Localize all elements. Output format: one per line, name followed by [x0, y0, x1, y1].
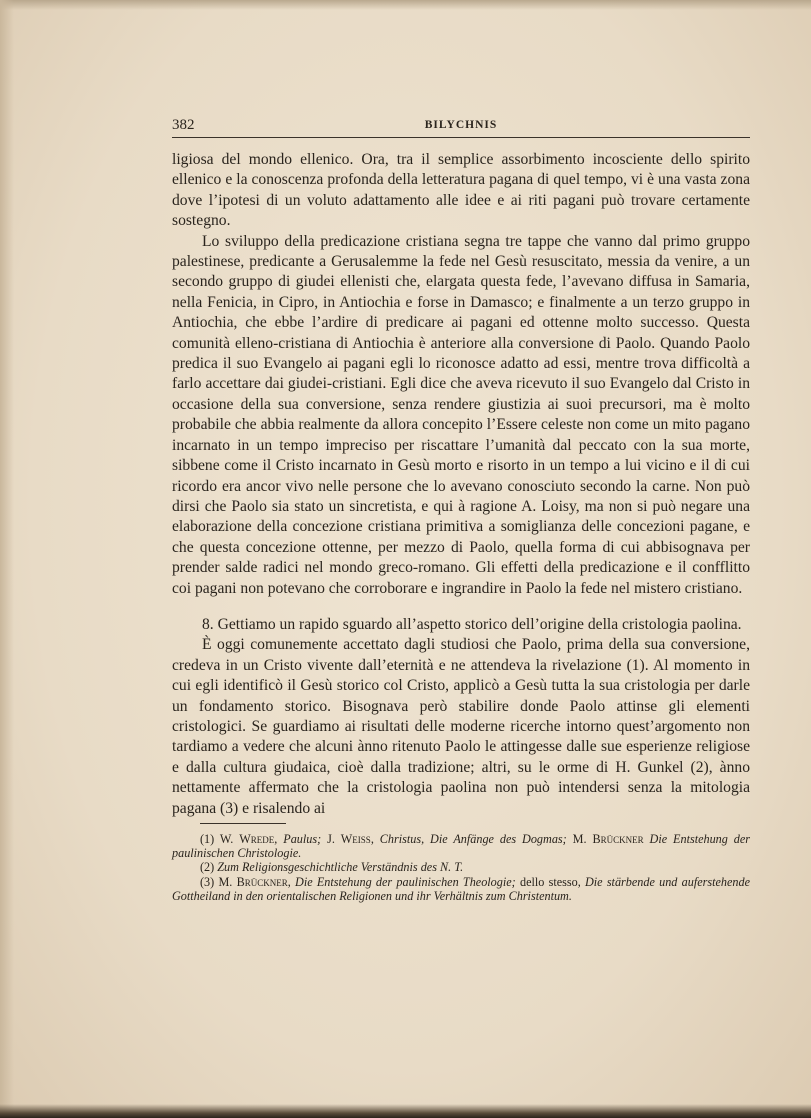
footnote-text-segment: Weiss	[340, 832, 371, 846]
page-bottom-shadow	[0, 1104, 811, 1118]
footnote-text-segment: J.	[321, 832, 341, 846]
footnote-text-segment: Die Entstehung der paulinischen Theologie;	[295, 874, 516, 889]
footnote-text-segment: dello stesso,	[515, 874, 585, 889]
footnote-text-segment: Brückner	[592, 832, 644, 846]
footnote-text-segment: Die stärbende und auferstehende Gottheiland in den orientalischen Religionen und ihr Verhältnis zum Christentum.	[172, 874, 750, 903]
footnote-text-segment: Paulus;	[283, 832, 322, 846]
footnote	[172, 832, 750, 860]
page-top-shadow	[0, 0, 811, 10]
footnotes	[172, 832, 750, 903]
footnote-text-segment: Wrede	[239, 832, 275, 846]
footnote-mark: (2)	[200, 860, 215, 875]
footnote-text-segment: Christus, Die Anfänge des Dogmas;	[379, 832, 567, 846]
footnote-mark: (3)	[200, 874, 215, 889]
paragraph: È oggi comunemente accettato dagli studiosi che Paolo, prima della sua conversione, credeva in un Cristo vivente dall’eternità e ne attendeva la rivelazione (1). Al momento in cui egli identificò il Gesù storico col Cristo, applicò a Gesù tutta la sua cristologia per darle un fondamento storico. Bisognava però stabilire donde Paolo attinse gli elementi cristologici. Se guardiamo ai risultati delle moderne ricerche intorno quest’argomento non tardiamo a vedere che alcuni ànno ritenuto Paolo le attingesse dalle sue esperienze religiose e dalla cultura giudaica, cioè dalla tradizione; altri, su le orme di H. Gunkel (2), ànno nettamente affermato che la cristologia paolina non può intendersi senza la mitologia pagana (3) e risalendo ai	[172, 636, 750, 817]
section-paragraph: 8. Gettiamo un rapido sguardo all’aspetto storico dell’origine della cristologia paolina.	[202, 615, 742, 633]
footnote-separator	[200, 823, 286, 824]
footnote-mark: (1)	[200, 832, 215, 846]
footnote-text-segment: Die Entstehung der paulinischen Christologie.	[172, 832, 751, 861]
body-text	[172, 150, 750, 819]
footnote-text-segment: M.	[566, 832, 593, 846]
page-left-shadow	[0, 0, 14, 1118]
page-number: 382	[172, 117, 195, 133]
footnote-text-segment: ,	[370, 832, 380, 846]
footnote	[172, 860, 750, 874]
footnote-text-segment: Zum Religionsgeschichtliche Verständnis des N. T.	[217, 860, 464, 875]
footnote-text-segment: ,	[287, 874, 296, 889]
footnote-text-segment: Brückner	[236, 874, 288, 889]
footnote-text-segment: ,	[274, 832, 284, 846]
running-head: BILYCHNIS	[424, 119, 498, 131]
footnote-text-segment: W.	[214, 832, 240, 846]
paragraph: ligiosa del mondo ellenico. Ora, tra il semplice assorbimento incosciente dello spirito ellenico e la conoscenza profonda della letteratura pagana di quel tempo, vi è una vasta zona dove l’ipotesi di un voluto adattamento alle idee e ai riti pagani può trovare certamente sostegno.	[172, 151, 750, 230]
footnote	[172, 875, 750, 903]
paragraph: Lo sviluppo della predicazione cristiana segna tre tappe che vanno dal primo gruppo palestinese, predicante a Gerusalemme la fede nel Gesù resuscitato, messia da venire, a un secondo gruppo di giudei ellenisti che, elargata questa fede, l’avevano diffusa in Samaria, nella Fenicia, in Cipro, in Antiochia e forse in Damasco; e finalmente a un terzo gruppo in Antiochia, che ebbe l’ardire di predicare ai pagani ed ottenne molto successo. Questa comunità elleno-cristiana di Antiochia è anteriore alla conversione di Paolo. Quando Paolo predica il suo Evangelo ai pagani egli lo riconosce adatto ad essi, mentre trova difficoltà a farlo accettare dai giudei-cristiani. Egli dice che aveva ricevuto il suo Evangelo dal Cristo in occasione della sua conversione, senza rendere giustizia ai suoi precursori, ma è molto probabile che abbia realmente da allora concepito l’Essere celeste non come un mito pagano incarnato in un tempo impreciso per riscattare l’umanità dal peccato con la sua morte, sibbene come il Cristo incarnato in Gesù morto e risorto in un tempo a lui vicino e il di cui ricordo era ancor vivo nelle persone che lo avevano conosciuto secondo la carne. Non può dirsi che Paolo sia stato un sincretista, e qui à ragione A. Loisy, ma non si può negare una elaborazione della concezione cristiana primitiva a somiglianza delle concezioni pagane, e che questa concezione ottenne, per mezzo di Paolo, quella forma di cui abbisognava per prender salde radici nel mondo greco-romano. Gli effetti della predicazione e il confflitto coi pagani non potevano che corroborare e ingrandire in Paolo la fede nel mistero cristiano.	[172, 232, 750, 597]
page-header	[172, 115, 750, 138]
footnote-text-segment: M.	[214, 874, 237, 889]
